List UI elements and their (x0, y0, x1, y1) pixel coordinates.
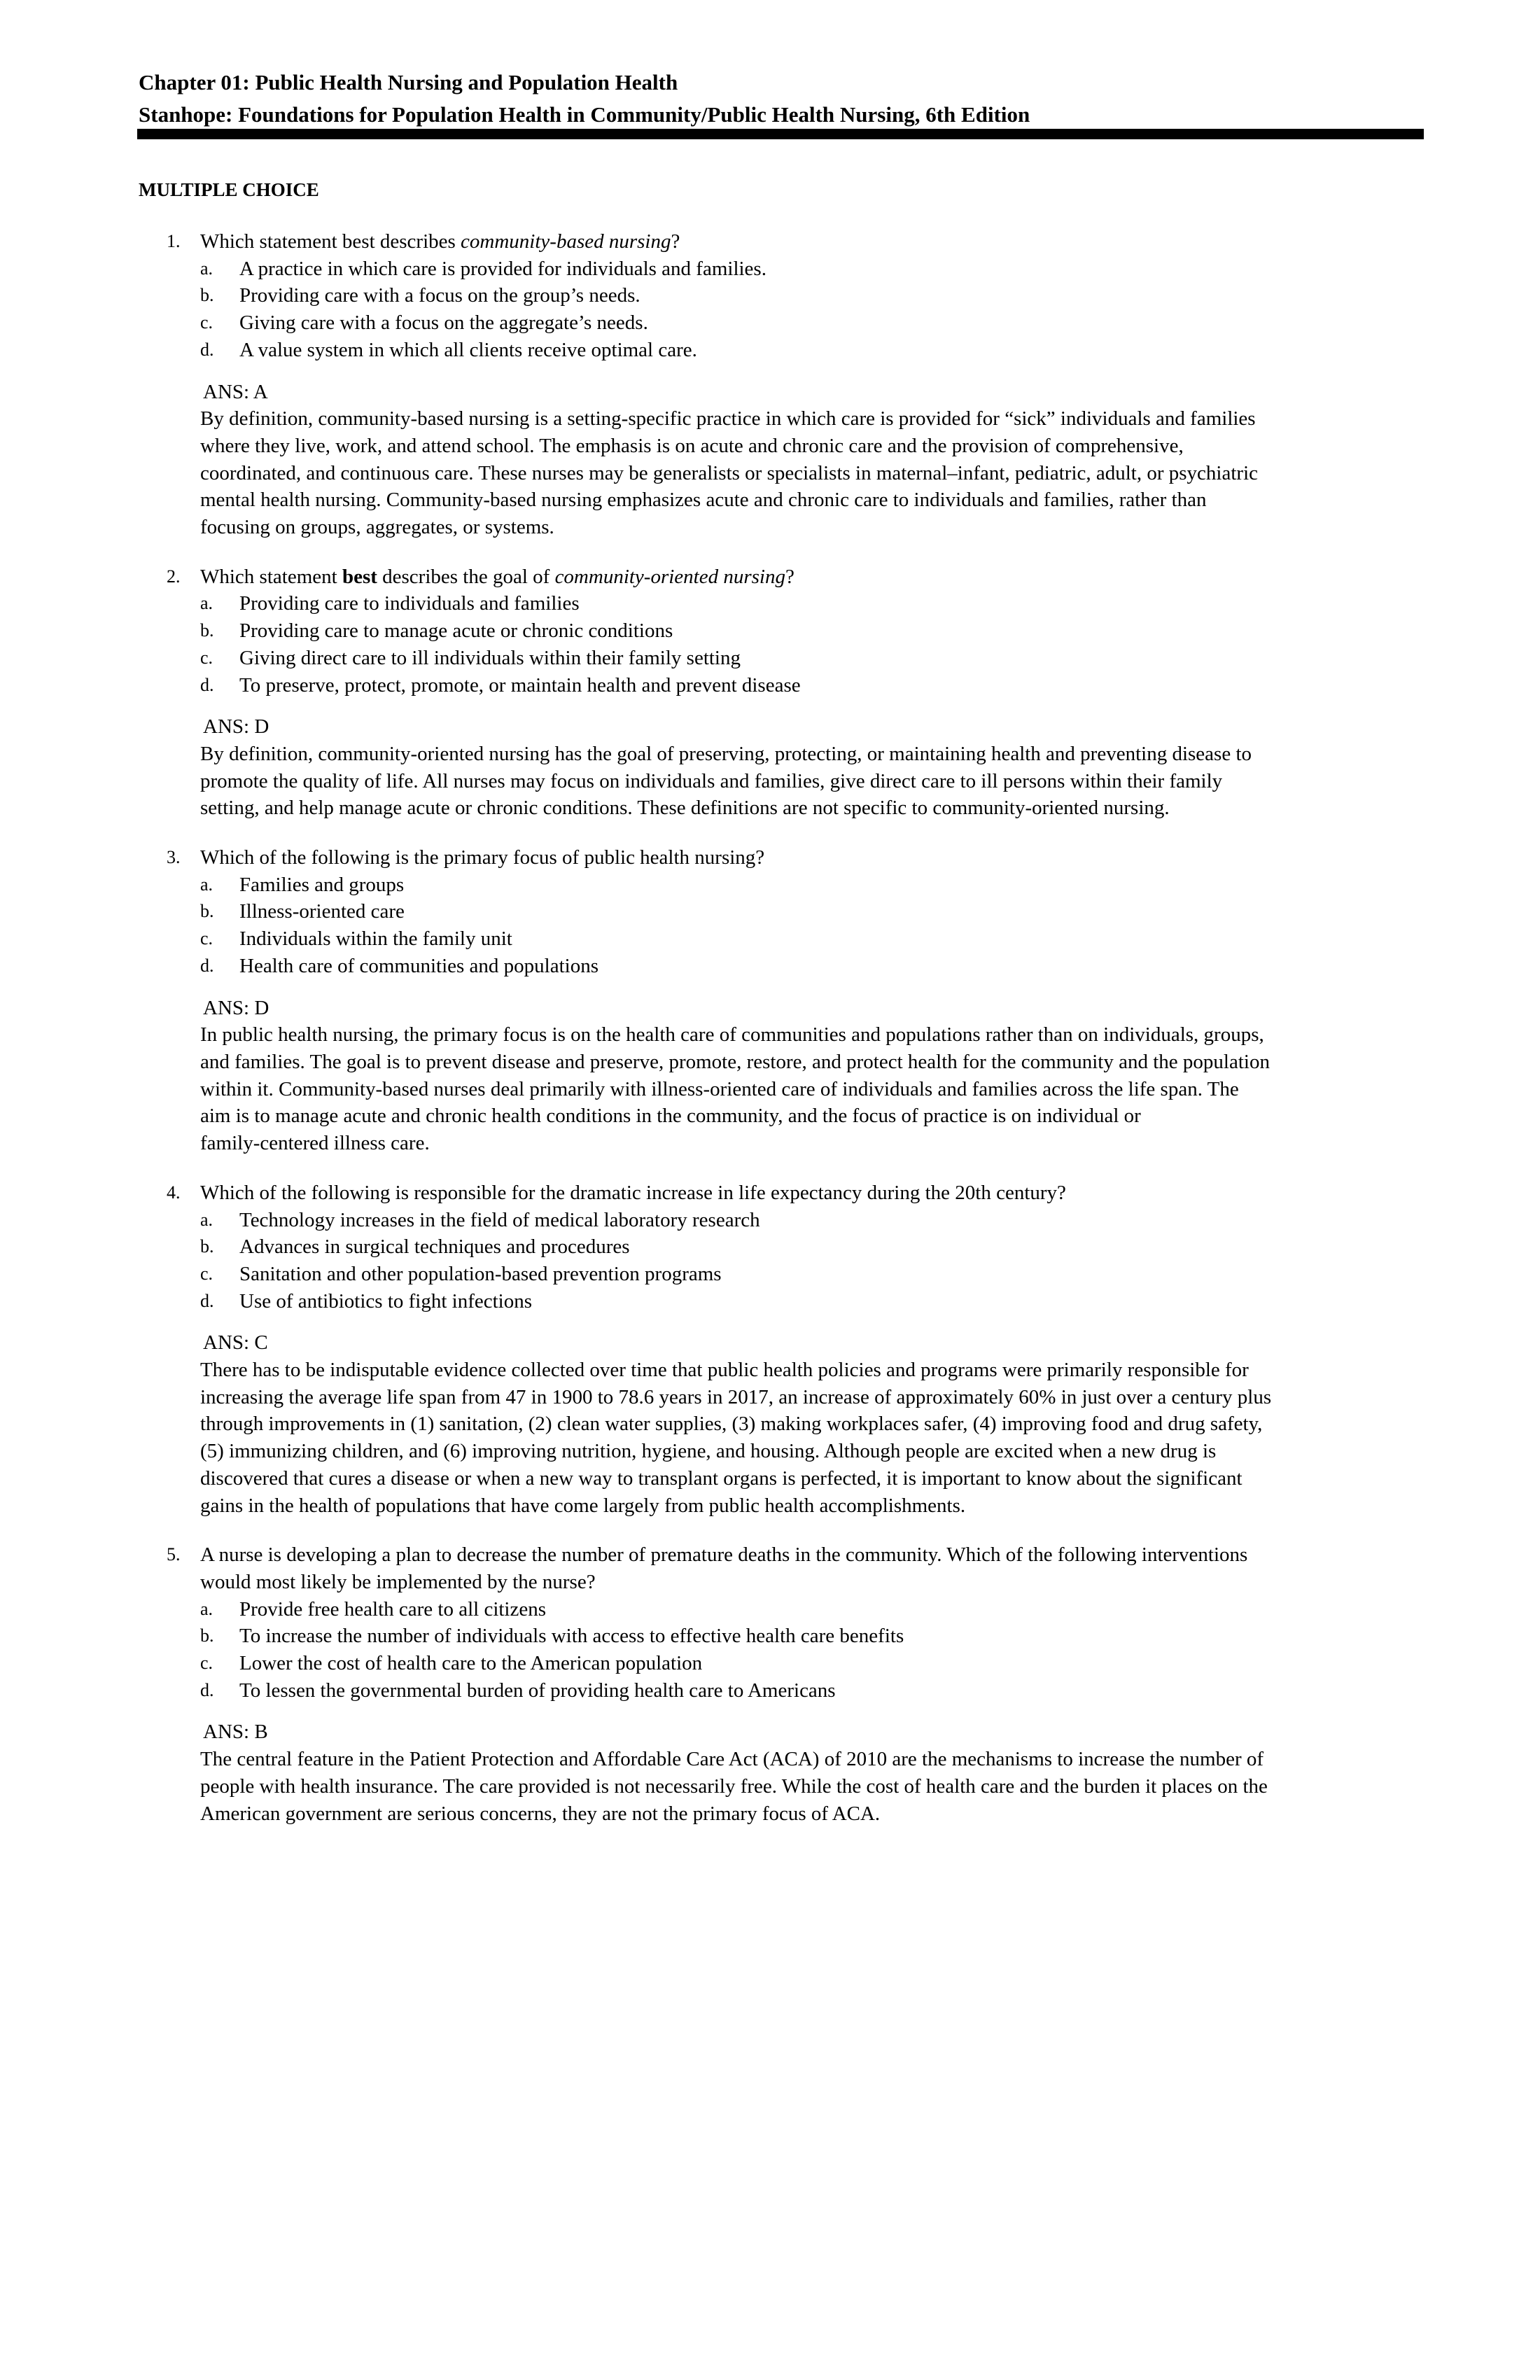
option-letter: d. (200, 1679, 214, 1700)
answer-option (139, 1650, 1427, 1677)
option-letter: d. (200, 674, 214, 695)
answer-key: ANS: B (203, 1721, 268, 1744)
answer-option (139, 255, 1427, 283)
answer-key: ANS: D (203, 715, 270, 738)
rationale-line: people with health insurance. The care provided is not necessarily free. While the cost of health care and the burden it places on the (200, 1774, 1268, 1798)
option-text: Illness-oriented care (239, 900, 405, 923)
rationale-line: American government are serious concerns, they are not the primary focus of ACA. (200, 1802, 881, 1825)
answer-option (139, 872, 1427, 899)
question-text: A nurse is developing a plan to decrease the number of premature deaths in the community. Which of the following interventions (200, 1544, 1248, 1567)
rationale-line: gains in the health of populations that have come largely from public health accomplishments. (200, 1494, 966, 1517)
option-text: Lower the cost of health care to the American population (239, 1652, 703, 1675)
option-letter: a. (200, 1598, 214, 1619)
question-stem (139, 1541, 1427, 1595)
header-rule (137, 129, 1424, 139)
rationale-line: increasing the average life span from 47 in 1900 to 78.6 years in 2017, an increase of approximately 60% in just over a century plus (200, 1385, 1272, 1408)
rationale-line: The central feature in the Patient Protection and Affordable Care Act (ACA) of 2010 are the mechanisms to increase the number of (200, 1748, 1264, 1771)
rationale-line: family-centered illness care. (200, 1132, 430, 1155)
answer-option (139, 672, 1427, 699)
option-letter: b. (200, 1236, 214, 1257)
question-number: 5. (167, 1544, 181, 1565)
answer-option (139, 617, 1427, 645)
option-text: Providing care to individuals and families (239, 592, 580, 615)
rationale-line: aim is to manage acute and chronic health conditions in the community, and the focus of practice is on individual or (200, 1105, 1141, 1128)
rationale (139, 741, 1427, 822)
option-letter: a. (200, 593, 214, 614)
question-text-cont: would most likely be implemented by the nurse? (200, 1570, 596, 1593)
option-text: A value system in which all clients receive optimal care. (239, 338, 697, 361)
option-letter: b. (200, 1625, 214, 1646)
option-letter: b. (200, 620, 214, 641)
option-text: Technology increases in the field of medical laboratory research (239, 1208, 760, 1231)
option-text: Giving direct care to ill individuals within their family setting (239, 646, 741, 669)
answer-option (139, 953, 1427, 980)
option-text: Provide free health care to all citizens (239, 1597, 547, 1620)
option-text: A practice in which care is provided for individuals and families. (239, 257, 766, 280)
option-letter: a. (200, 1209, 214, 1230)
rationale-line: where they live, work, and attend school. The emphasis is on acute and chronic care and the provision of comprehensive, (200, 434, 1184, 457)
question-stem (139, 844, 1427, 872)
question-number: 3. (167, 847, 181, 868)
rationale-line: By definition, community-oriented nursing has the goal of preserving, protecting, or maintaining health and preventing disease to (200, 742, 1252, 765)
question-item (139, 1541, 1427, 1827)
rationale (139, 1357, 1427, 1519)
answer-option (139, 1596, 1427, 1623)
question-text: Which statement best describes the goal of community-oriented nursing? (200, 565, 794, 588)
answer-option (139, 925, 1427, 953)
question-text: Which of the following is responsible for the dramatic increase in life expectancy during the 20th century? (200, 1181, 1066, 1204)
rationale-line: promote the quality of life. All nurses may focus on individuals and families, give direct care to ill persons within their family (200, 769, 1223, 792)
option-letter: c. (200, 1653, 214, 1674)
question-item (139, 844, 1427, 1157)
option-text: To lessen the governmental burden of providing health care to Americans (239, 1679, 836, 1702)
rationale-line: setting, and help manage acute or chronic conditions. These definitions are not specific to community-oriented nursing. (200, 797, 1170, 820)
option-letter: c. (200, 312, 214, 333)
question-number: 2. (167, 566, 181, 587)
option-letter: c. (200, 928, 214, 949)
answer-option (139, 309, 1427, 337)
answer-option (139, 1677, 1427, 1704)
question-text: Which statement best describes community-based nursing? (200, 230, 680, 253)
option-letter: c. (200, 647, 214, 668)
rationale-line: coordinated, and continuous care. These nurses may be generalists or specialists in maternal–infant, pediatric, adult, or psychiatric (200, 461, 1259, 484)
option-letter: d. (200, 1290, 214, 1311)
question-stem (139, 1180, 1427, 1207)
option-letter: d. (200, 955, 214, 976)
option-letter: a. (200, 258, 214, 279)
option-letter: b. (200, 901, 214, 922)
option-text: Health care of communities and populations (239, 954, 598, 977)
question-stem (139, 564, 1427, 591)
rationale-line: mental health nursing. Community-based nursing emphasizes acute and chronic care to individuals and families, rather than (200, 489, 1207, 512)
option-text: Providing care with a focus on the group’s needs. (239, 284, 640, 307)
rationale (139, 405, 1427, 541)
option-letter: c. (200, 1263, 214, 1284)
option-text: To increase the number of individuals with access to effective health care benefits (239, 1625, 904, 1648)
rationale-line: and families. The goal is to prevent disease and preserve, promote, restore, and protect health for the community and the population (200, 1050, 1270, 1073)
option-text: Use of antibiotics to fight infections (239, 1289, 533, 1312)
rationale-line: By definition, community-based nursing is a setting-specific practice in which care is provided for “sick” individuals and families (200, 407, 1256, 430)
option-text: Providing care to manage acute or chronic conditions (239, 620, 673, 643)
question-text: Which of the following is the primary focus of public health nursing? (200, 846, 765, 869)
rationale-line: within it. Community-based nurses deal primarily with illness-oriented care of individuals and families across the life span. The (200, 1077, 1239, 1100)
rationale-line: discovered that cures a disease or when a new way to transplant organs is perfected, it is important to know about the significant (200, 1466, 1242, 1490)
answer-option (139, 1233, 1427, 1261)
rationale-line: There has to be indisputable evidence collected over time that public health policies and programs were primarily responsible for (200, 1359, 1249, 1382)
option-text: Sanitation and other population-based prevention programs (239, 1262, 722, 1285)
rationale-line: focusing on groups, aggregates, or systems. (200, 516, 554, 539)
book-title: Stanhope: Foundations for Population Health in Community/Public Health Nursing, 6th Edition (139, 102, 1030, 127)
chapter-title: Chapter 01: Public Health Nursing and Population Health (139, 70, 678, 94)
rationale (139, 1021, 1427, 1157)
answer-option (139, 1623, 1427, 1650)
rationale-line: In public health nursing, the primary focus is on the health care of communities and populations rather than on individuals, groups, (200, 1023, 1264, 1046)
answer-option (139, 590, 1427, 617)
option-text: Individuals within the family unit (239, 927, 512, 951)
answer-option (139, 1207, 1427, 1234)
answer-option (139, 337, 1427, 364)
answer-option (139, 645, 1427, 672)
answer-option (139, 898, 1427, 925)
question-number: 1. (167, 231, 181, 251)
question-item (139, 1180, 1427, 1519)
rationale (139, 1746, 1427, 1827)
rationale-line: (5) immunizing children, and (6) improving nutrition, hygiene, and housing. Although people are excited when a new drug is (200, 1440, 1217, 1463)
section-heading: MULTIPLE CHOICE (139, 179, 319, 200)
option-letter: b. (200, 285, 214, 306)
question-list (139, 228, 1427, 1849)
answer-key: ANS: D (203, 996, 270, 1019)
rationale-line: through improvements in (1) sanitation, (2) clean water supplies, (3) making workplaces safer, (4) improving food and drug safety, (200, 1413, 1263, 1436)
answer-option (139, 1288, 1427, 1315)
question-item (139, 564, 1427, 822)
option-letter: d. (200, 339, 214, 360)
answer-key: ANS: C (203, 1331, 268, 1354)
option-text: Families and groups (239, 873, 405, 896)
question-stem (139, 228, 1427, 255)
answer-key: ANS: A (203, 380, 268, 403)
option-text: Giving care with a focus on the aggregate’s needs. (239, 312, 648, 335)
option-text: Advances in surgical techniques and procedures (239, 1236, 630, 1259)
option-letter: a. (200, 874, 214, 895)
answer-option (139, 1261, 1427, 1288)
answer-option (139, 282, 1427, 309)
question-item (139, 228, 1427, 541)
question-number: 4. (167, 1182, 181, 1203)
option-text: To preserve, protect, promote, or maintain health and prevent disease (239, 673, 801, 696)
